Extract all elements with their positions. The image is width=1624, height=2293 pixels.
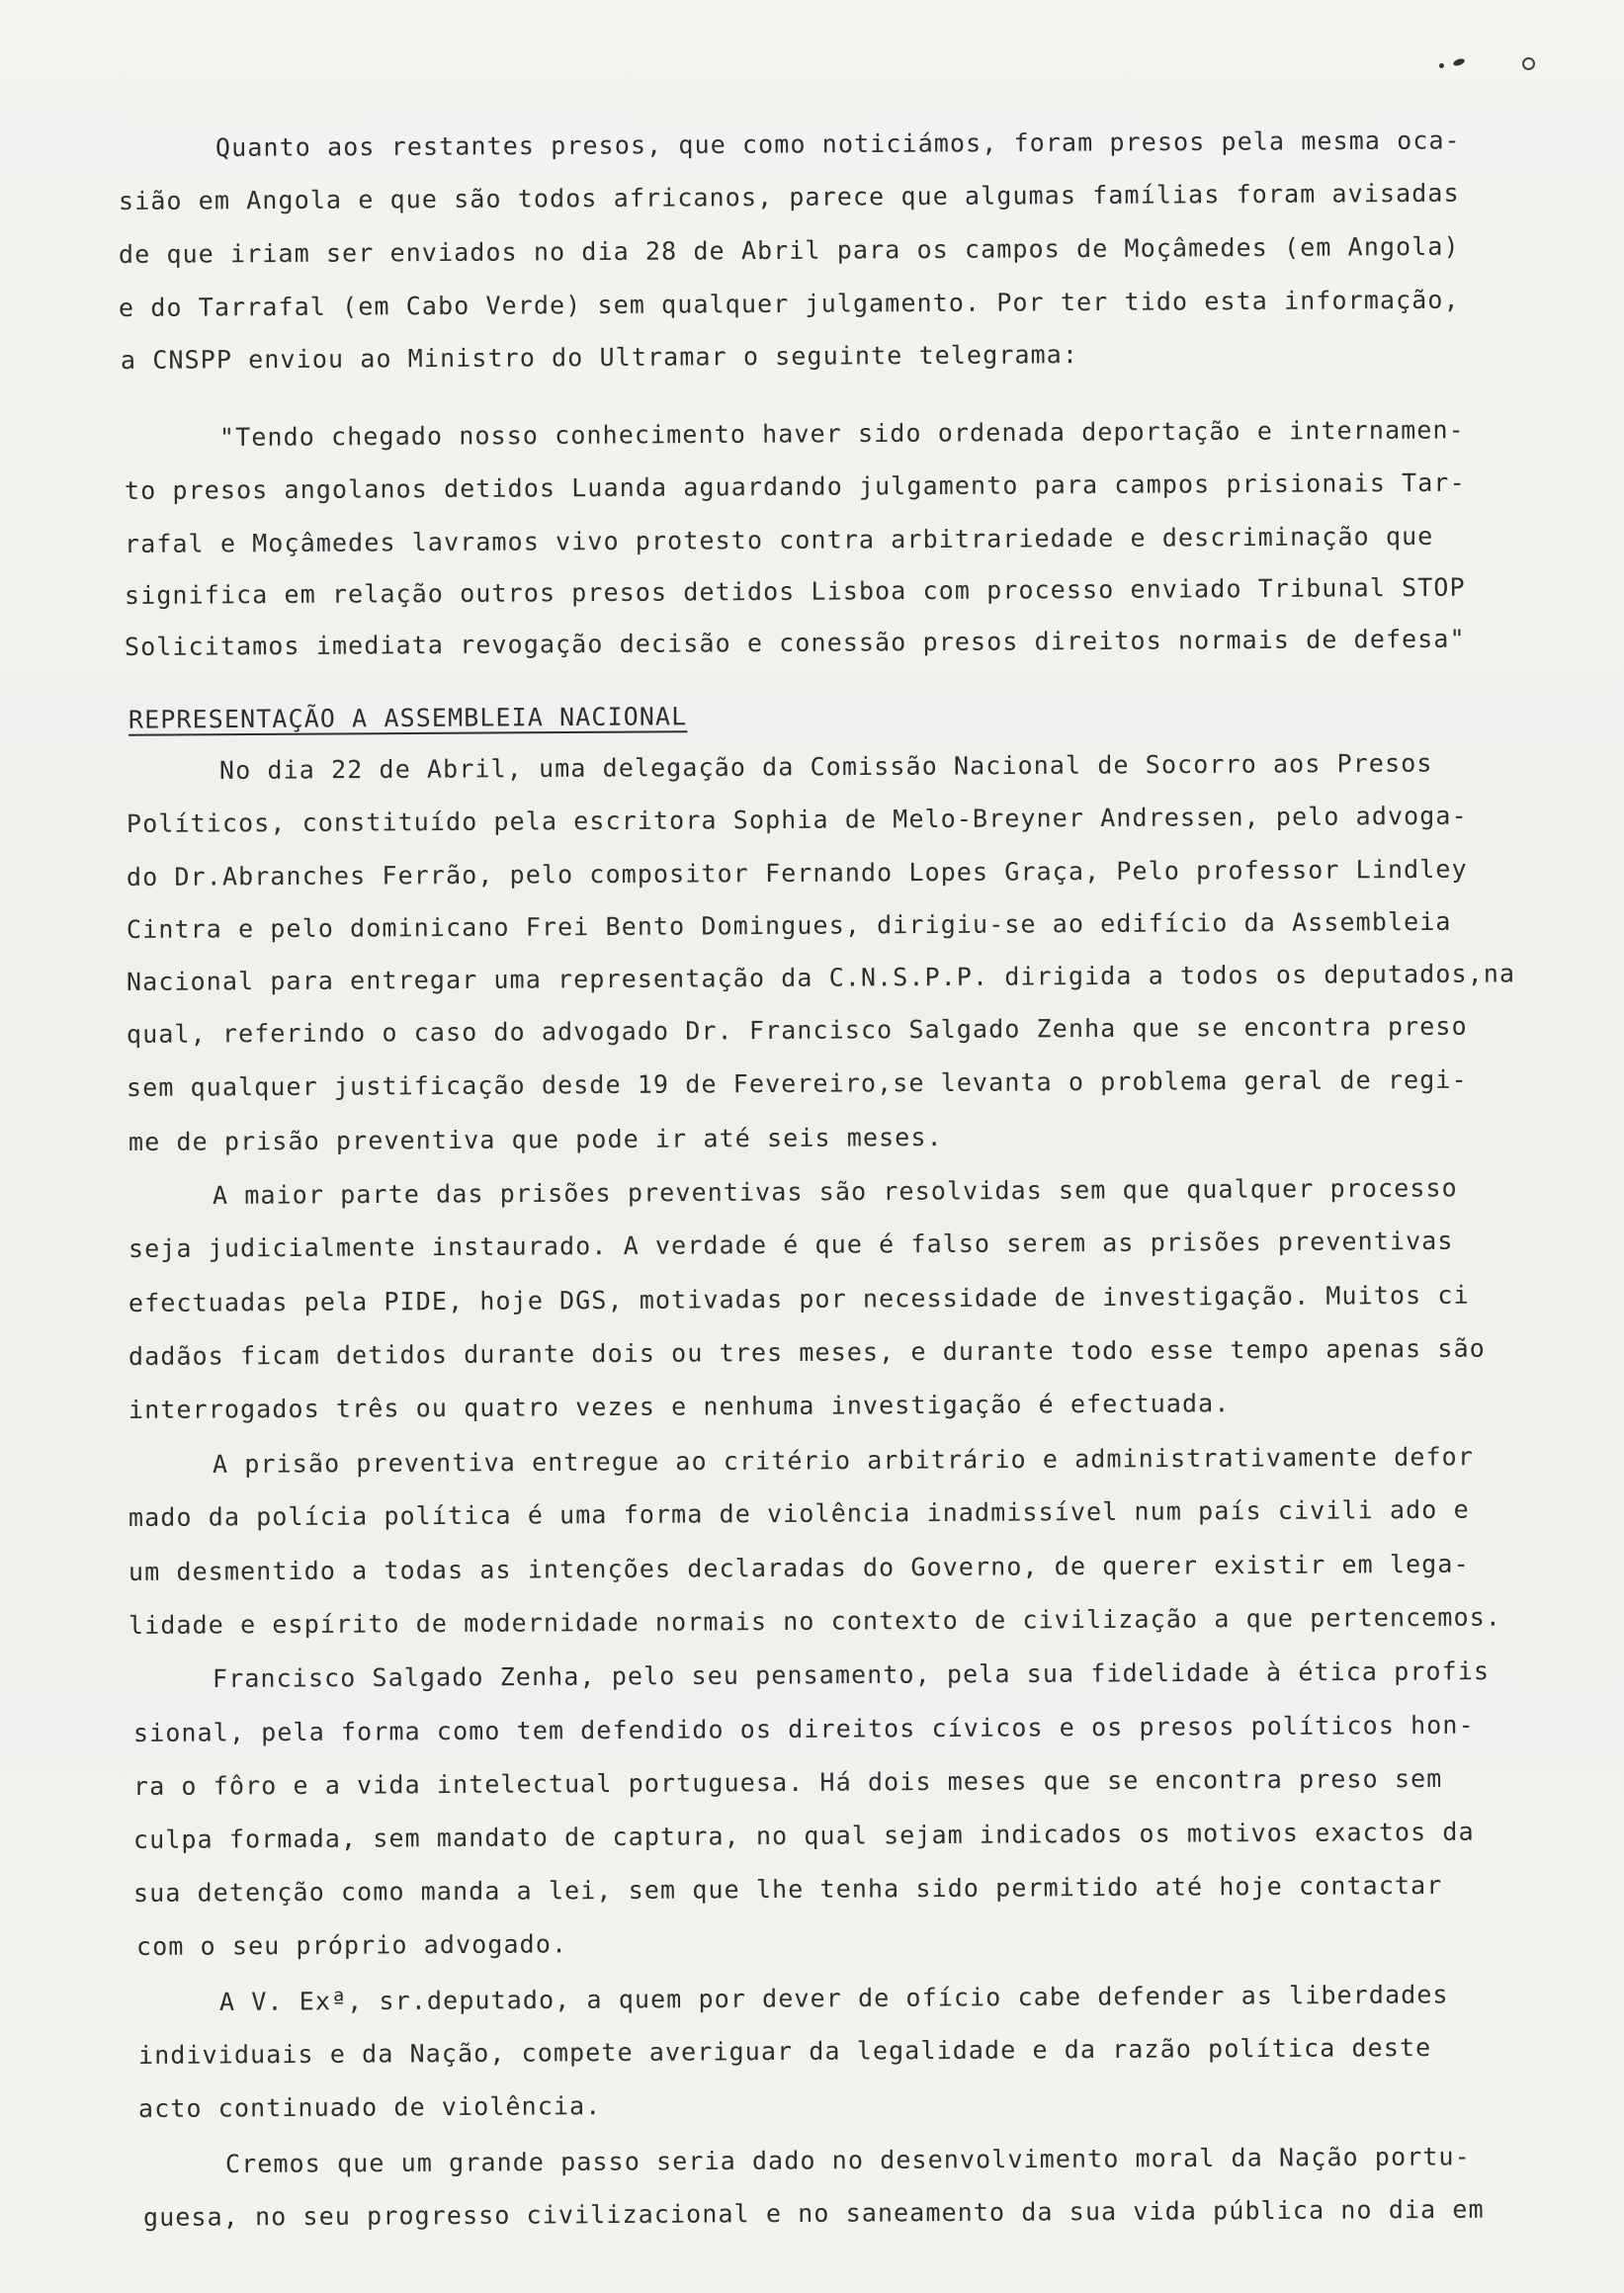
paragraph-2-line-7: sem qualquer justificação desde 19 de Fevereiro,se levanta o problema geral de regi- [126, 1064, 1468, 1102]
paragraph-2-line-3: do Dr.Abranches Ferrão, pelo compositor Fernando Lopes Graça, Pelo professor Lindley [126, 854, 1468, 892]
ink-mark [1522, 57, 1535, 70]
paragraph-1-line-2: sião em Angola e que são todos africanos, parece que algumas famílias foram avisadas [118, 178, 1460, 215]
paragraph-6-line-2: individuais e da Nação, compete averiguar da legalidade e da razão política deste [137, 2033, 1432, 2070]
paragraph-4-line-2: mado da polícia política é uma forma de violência inadmissível num país civili ado e [128, 1494, 1470, 1532]
paragraph-2-line-8: me de prisão preventiva que pode ir até seis meses. [128, 1122, 943, 1156]
paragraph-1-line-5: a CNSPP enviou ao Ministro do Ultramar o seguinte telegrama: [120, 340, 1079, 375]
ink-mark [1439, 63, 1444, 68]
paragraph-3-line-4: dadãos ficam detidos durante dois ou tres meses, e durante todo esse tempo apenas são [128, 1333, 1486, 1371]
paragraph-2-line-1: No dia 22 de Abril, uma delegação da Comissão Nacional de Socorro aos Presos [218, 748, 1433, 785]
section-heading: REPRESENTAÇÃO A ASSEMBLEIA NACIONAL [128, 702, 688, 734]
paragraph-5-line-3: ra o fôro e a vida intelectual portuguesa. Há dois meses que se encontra preso sem [132, 1763, 1443, 1801]
paragraph-3-line-3: efectuadas pela PIDE, hoje DGS, motivadas por necessidade de investigação. Muitos ci [128, 1280, 1470, 1317]
ink-mark [1452, 57, 1465, 67]
paragraph-7-line-1: Cremos que um grande passo seria dado no desenvolvimento moral da Nação portu- [224, 2142, 1471, 2178]
paragraph-1-line-3: de que iriam ser enviados no dia 28 de Abril para os campos de Moçâmedes (em Angola) [118, 231, 1460, 269]
paragraph-4-line-1: A prisão preventiva entregue ao critério arbitrário e administrativamente defor [212, 1442, 1475, 1479]
paragraph-5-line-2: sional, pela forma como tem defendido os direitos cívicos e os presos políticos hon- [132, 1710, 1475, 1747]
paragraph-2-line-6: qual, referindo o caso do advogado Dr. Francisco Salgado Zenha que se encontra preso [126, 1011, 1468, 1049]
paragraph-3-line-5: interrogados três ou quatro vezes e nenhuma investigação é efectuada. [128, 1389, 1231, 1424]
telegram-line-1: "Tendo chegado nosso conhecimento haver sido ordenada deportação e internamen- [218, 415, 1465, 452]
telegram-line-4: significa em relação outros presos detidos Lisboa com processo enviado Tribunal STOP [124, 572, 1466, 610]
paragraph-5-line-6: com o seu próprio advogado. [135, 1929, 568, 1961]
telegram-line-2: to presos angolanos detidos Luanda aguardando julgamento para campos prisionais Tar- [124, 467, 1466, 505]
telegram-line-3: rafal e Moçâmedes lavramos vivo protesto contra arbitrariedade e descriminação que [124, 521, 1434, 558]
paragraph-2-line-4: Cintra e pelo dominicano Frei Bento Domingues, dirigiu-se ao edifício da Assembleia [126, 906, 1452, 944]
telegram-line-5: Solicitamos imediata revogação decisão e conessão presos direitos normais de defesa" [124, 624, 1466, 661]
paragraph-2-line-5: Nacional para entregar uma representação da C.N.S.P.P. dirigida a todos os deputados,na [126, 959, 1516, 996]
paragraph-6-line-1: A V. Exª, sr.deputado, a quem por dever de ofício cabe defender as liberdades [218, 1980, 1449, 2016]
paragraph-1-line-4: e do Tarrafal (em Cabo Verde) sem qualquer julgamento. Por ter tido esta informação, [118, 285, 1460, 322]
paragraph-2-line-2: Políticos, constituído pela escritora Sophia de Melo-Breyner Andressen, pelo advoga- [126, 801, 1468, 838]
paragraph-7-line-2: guesa, no seu progresso civilizacional e no saneamento da sua vida pública no dia em [142, 2194, 1485, 2232]
paragraph-3-line-2: seja judicialmente instaurado. A verdade é que é falso serem as prisões preventivas [128, 1226, 1454, 1263]
paragraph-1-line-1: Quanto aos restantes presos, que como noticiámos, foram presos pela mesma oca- [214, 126, 1461, 162]
paragraph-5-line-1: Francisco Salgado Zenha, pelo seu pensamento, pela sua fidelidade à ética profis [212, 1656, 1491, 1693]
paragraph-5-line-5: sua detenção como manda a lei, sem que lhe tenha sido permitido até hoje contactar [132, 1870, 1443, 1908]
paragraph-3-line-1: A maior parte das prisões preventivas são resolvidas sem que qualquer processo [212, 1173, 1458, 1210]
paragraph-4-line-3: um desmentido a todas as intenções declaradas do Governo, de querer existir em lega- [128, 1549, 1470, 1586]
paragraph-6-line-3: acto continuado de violência. [137, 2091, 602, 2123]
paragraph-4-line-4: lidade e espírito de modernidade normais no contexto de civilização a que pertencemos. [128, 1602, 1502, 1640]
paragraph-5-line-4: culpa formada, sem mandato de captura, no qual sejam indicados os motivos exactos da [132, 1817, 1475, 1854]
